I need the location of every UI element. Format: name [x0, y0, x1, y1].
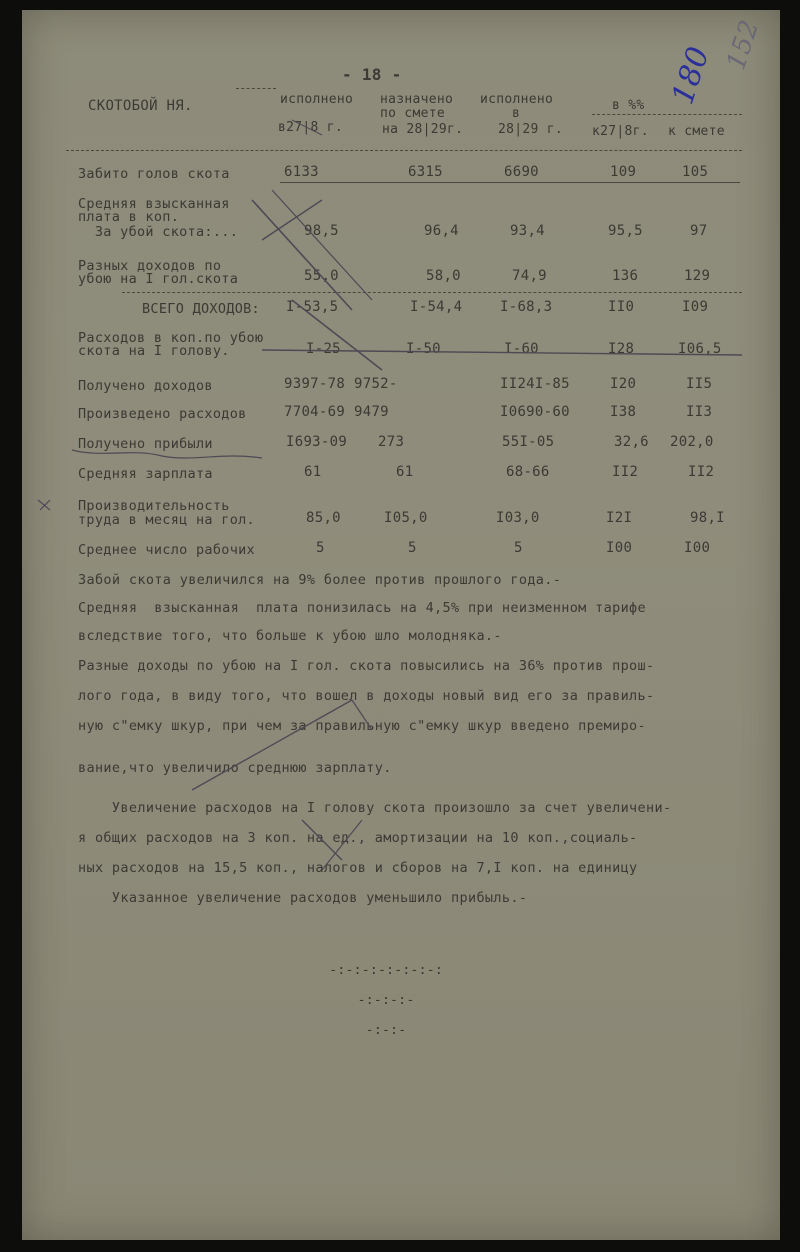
cell-planned-28-29: 6315: [408, 164, 443, 180]
cell-executed-28-29: 6690: [504, 164, 539, 180]
row-label: скота на I голову.: [78, 343, 230, 359]
row-label: труда в месяц на гол.: [78, 512, 255, 528]
paragraph-line: ную с"емку шкур, при чем за правильную с"емку шкур введено премиро-: [78, 718, 647, 734]
cell-planned-28-29: 61: [396, 464, 414, 480]
row-label: Расходов в коп.по убою: [78, 330, 264, 346]
row-label: Производительность: [78, 498, 230, 514]
cell-pct-27-28: I28: [608, 341, 635, 357]
closing-ornament-line-3: -:-:-: [365, 1022, 407, 1038]
row-label: убою на I гол.скота: [78, 271, 239, 287]
cell-pct-plan: II2: [688, 464, 715, 480]
cell-executed-28-29: 74,9: [512, 268, 547, 284]
header-col-5: к смете: [668, 124, 725, 139]
cell-pct-27-28: II0: [608, 299, 635, 315]
cell-executed-28-29: I0690-60: [500, 404, 570, 420]
cell-pct-27-28: I38: [610, 404, 637, 420]
paragraph-line: Разные доходы по убою на I гол. скота повысились на 36% против прош-: [78, 658, 655, 674]
cell-pct-plan: I06,5: [678, 341, 722, 357]
cell-planned-28-29: 96,4: [424, 223, 459, 239]
cell-pct-plan: 129: [684, 268, 711, 284]
cell-planned-28-29: 5: [408, 540, 417, 556]
cell-planned-28-29: I-54,4: [410, 299, 463, 315]
row-label: плата в коп.: [78, 209, 180, 225]
cell-executed-27-28: I-53,5: [286, 299, 339, 315]
cell-planned-28-29: 9752-: [354, 376, 398, 392]
cell-pct-27-28: 32,6: [614, 434, 649, 450]
row-label: За убой скота:...: [78, 224, 239, 240]
cell-planned-28-29: 9479: [354, 404, 389, 420]
document-page: [22, 10, 780, 1240]
cell-pct-27-28: I20: [610, 376, 637, 392]
cell-executed-28-29: 5: [514, 540, 523, 556]
cell-executed-28-29: II24I-85: [500, 376, 570, 392]
row-label: Средняя зарплата: [78, 466, 213, 482]
cell-pct-plan: 97: [690, 223, 708, 239]
cell-executed-27-28: 55,0: [304, 268, 339, 284]
cell-pct-plan: I00: [684, 540, 711, 556]
header-col-2-line-1: назначено: [380, 92, 454, 107]
cell-pct-27-28: II2: [612, 464, 639, 480]
header-col-2-line-2: по смете: [380, 106, 446, 121]
closing-ornament-line-1: -:-:-:-:-:-:-:: [329, 962, 443, 978]
row-label: Разных доходов по: [78, 258, 222, 274]
row-label: Средняя взысканная: [78, 196, 230, 212]
handwritten-folio-number: 180: [665, 42, 717, 109]
cell-executed-28-29: I03,0: [496, 510, 540, 526]
cell-executed-27-28: 6133: [284, 164, 319, 180]
cell-pct-27-28: 109: [610, 164, 637, 180]
header-col-3-line-3: 28|29 г.: [498, 122, 564, 137]
cell-pct-27-28: I00: [606, 540, 633, 556]
pencil-strike-marks: [22, 10, 780, 1240]
total-divider: [122, 292, 742, 293]
paragraph-line: вание,что увеличило среднюю зарплату.: [78, 760, 392, 776]
cell-executed-28-29: I-68,3: [500, 299, 553, 315]
cell-executed-27-28: 7704-69: [284, 404, 346, 420]
cell-executed-28-29: 93,4: [510, 223, 545, 239]
paragraph-line: Увеличение расходов на I голову скота произошло за счет увеличени-: [78, 800, 672, 816]
cell-executed-27-28: 61: [304, 464, 322, 480]
cell-pct-plan: 105: [682, 164, 709, 180]
row-label: Среднее число рабочих: [78, 542, 255, 558]
header-col-2-line-3: на 28|29г.: [382, 122, 464, 137]
cell-executed-28-29: 55I-05: [502, 434, 555, 450]
header-col-3-line-2: в: [512, 106, 521, 121]
cell-executed-28-29: 68-66: [506, 464, 550, 480]
table-title: СКОТОБОЙ НЯ.: [88, 98, 193, 114]
row-label: Получено прибыли: [78, 436, 213, 452]
header-divider: [236, 88, 276, 89]
paragraph-line: лого года, в виду того, что вошел в доходы новый вид его за правиль-: [78, 688, 655, 704]
cell-executed-27-28: I693-09: [286, 434, 348, 450]
header-col-1-line-1: исполнено: [280, 92, 354, 107]
paragraph-line: Забой скота увеличился на 9% более против прошлого года.-: [78, 572, 562, 588]
cell-planned-28-29: I-50: [406, 341, 441, 357]
cell-executed-27-28: 9397-78: [284, 376, 346, 392]
closing-ornament-line-2: -:-:-:-: [357, 992, 415, 1008]
header-col-3-line-1: исполнено: [480, 92, 554, 107]
paragraph-line: я общих расходов на 3 коп. на ед., амортизации на 10 коп.,социаль-: [78, 830, 638, 846]
paragraph-line: ных расходов на 15,5 коп., налогов и сборов на 7,I коп. на единицу: [78, 860, 638, 876]
paragraph-line: Указанное увеличение расходов уменьшило прибыль.-: [78, 890, 528, 906]
header-col-4: к27|8г.: [592, 124, 649, 139]
cell-executed-27-28: 98,5: [304, 223, 339, 239]
cell-executed-27-28: 85,0: [306, 510, 341, 526]
row-label: Получено доходов: [78, 378, 213, 394]
cell-pct-27-28: 95,5: [608, 223, 643, 239]
cell-pct-27-28: 136: [612, 268, 639, 284]
cell-planned-28-29: 58,0: [426, 268, 461, 284]
cell-executed-27-28: 5: [316, 540, 325, 556]
cell-pct-plan: II3: [686, 404, 713, 420]
header-percent-divider: [592, 114, 742, 115]
header-col-1-line-2: в27|8 г.: [278, 120, 344, 135]
cell-pct-plan: I09: [682, 299, 709, 315]
cell-pct-27-28: I2I: [606, 510, 633, 526]
cell-planned-28-29: I05,0: [384, 510, 428, 526]
page-number: - 18 -: [342, 65, 402, 84]
cell-executed-27-28: I-25: [306, 341, 341, 357]
cell-pct-plan: 98,I: [690, 510, 725, 526]
cell-planned-28-29: 273: [378, 434, 405, 450]
header-bottom-divider: [66, 150, 742, 151]
cell-pct-plan: 202,0: [670, 434, 714, 450]
header-percent: в %%: [612, 98, 645, 113]
handwritten-folio-number-right: 152: [721, 16, 766, 74]
row-label: Забито голов скота: [78, 166, 230, 182]
cell-executed-28-29: I-60: [504, 341, 539, 357]
cell-pct-plan: II5: [686, 376, 713, 392]
row-divider: [280, 182, 740, 183]
row-label-total: ВСЕГО ДОХОДОВ:: [142, 301, 260, 317]
paragraph-line: Средняя взысканная плата понизилась на 4,5% при неизменном тарифе: [78, 600, 647, 616]
paragraph-line: вследствие того, что больше к убою шло молодняка.-: [78, 628, 502, 644]
row-label: Произведено расходов: [78, 406, 247, 422]
